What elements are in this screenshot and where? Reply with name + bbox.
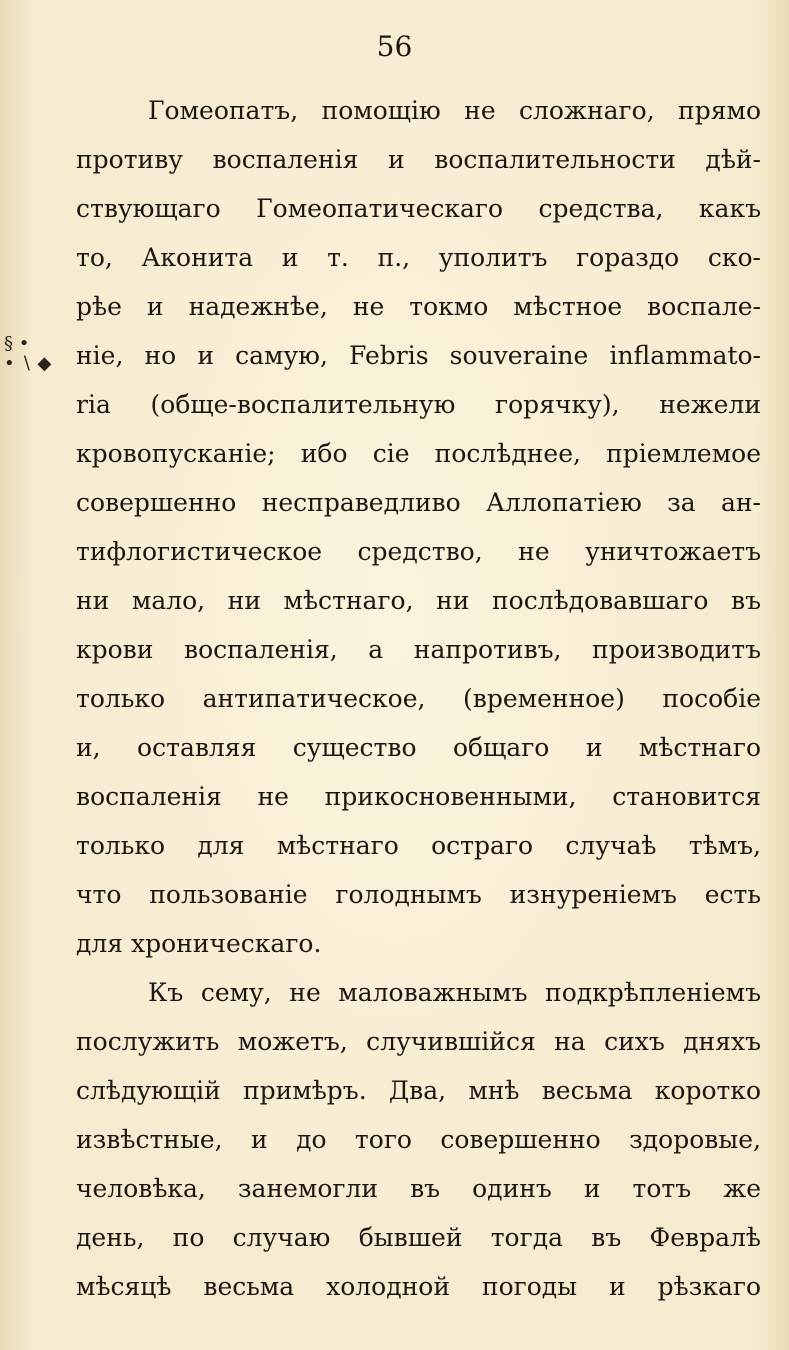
text-line: Гомеопатъ, помощію не сложнаго, прямо (148, 96, 761, 125)
text-line: только антипатическое, (временное) пособіе (76, 684, 761, 713)
text-line: послужить можетъ, случившійся на сихъ дняхъ (76, 1027, 761, 1056)
text-line: слѣдующій примѣръ. Два, мнѣ весьма коротко (76, 1076, 761, 1105)
text-line: день, по случаю бывшей тогда въ Февралѣ (76, 1223, 761, 1252)
text-line: извѣстные, и до того совершенно здоровые, (76, 1125, 761, 1154)
text-line: тифлогистическое средство, не уничтожаетъ (76, 537, 761, 566)
text-line: Къ сему, не маловажнымъ подкрѣпленіемъ (148, 978, 761, 1007)
text-line: кровопусканіе; ибо сіе послѣднее, пріемлемое (76, 439, 761, 468)
text-line: для хроническаго. (76, 929, 322, 958)
text-line: ria (обще-воспалительную горячку), нежели (76, 390, 761, 419)
text-line: что пользованіе голоднымъ изнуреніемъ есть (76, 880, 761, 909)
text-line: только для мѣстнаго остраго случаѣ тѣмъ, (76, 831, 761, 860)
margin-ink-mark: § • • ∖ ◆ (4, 333, 52, 374)
text-line: ни мало, ни мѣстнаго, ни послѣдовавшаго въ (76, 586, 761, 615)
text-line: ніе, но и самую, Febris souveraine inflammato- (76, 341, 761, 370)
text-line: крови воспаленія, а напротивъ, производитъ (76, 635, 761, 664)
text-line: и, оставляя существо общаго и мѣстнаго (76, 733, 761, 762)
text-line: ствующаго Гомеопатическаго средства, какъ (76, 194, 761, 223)
text-line: противу воспаленія и воспалительности дѣй- (76, 145, 761, 174)
text-line: воспаленія не прикосновенными, становится (76, 782, 761, 811)
page-number: 56 (376, 30, 413, 63)
text-line: совершенно несправедливо Аллопатіею за ан- (76, 488, 761, 517)
text-line: человѣка, занемогли въ одинъ и тотъ же (76, 1174, 761, 1203)
text-line: мѣсяцѣ весьма холодной погоды и рѣзкаго (76, 1272, 761, 1301)
text-line: то, Аконита и т. п., уполитъ гораздо ско- (76, 243, 761, 272)
text-line: рѣе и надежнѣе, не токмо мѣстное воспале- (76, 292, 761, 321)
